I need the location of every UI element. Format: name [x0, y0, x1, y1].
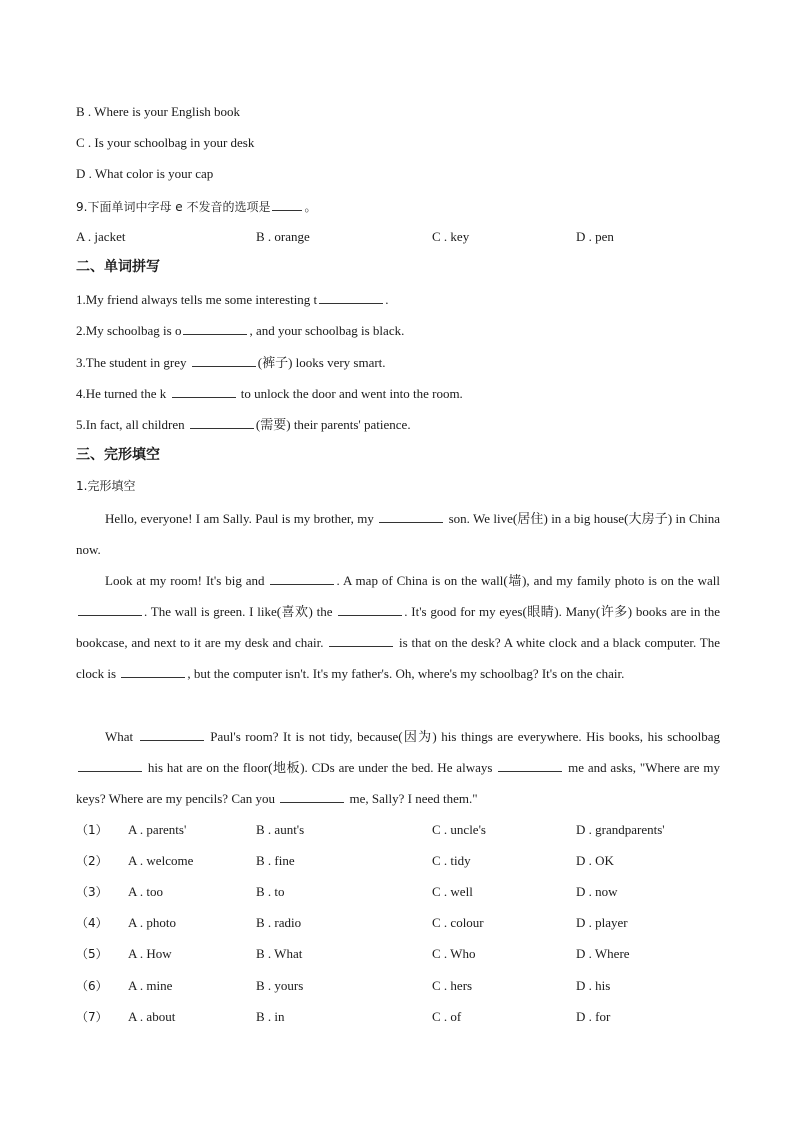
passage-text: Look at my room! It's big and — [105, 573, 265, 588]
blank-4 — [338, 601, 402, 616]
passage-text: his hat are on the floor(地板). CDs are under the bed. He always — [147, 760, 493, 775]
question-9-options — [76, 227, 736, 247]
blank-2 — [270, 570, 334, 585]
item-text-end: to unlock the door and went into the room. — [240, 386, 463, 401]
choice-option-d: D . for — [576, 1009, 611, 1024]
spelling-item-1 — [76, 289, 388, 310]
answer-blank — [272, 196, 302, 211]
choice-option-d: D . OK — [576, 853, 614, 868]
option-c: C . key — [432, 229, 470, 244]
choice-option-c: C . well — [432, 884, 473, 899]
choice-option-c: C . hers — [432, 978, 473, 993]
choice-option-d: D . player — [576, 915, 628, 930]
choice-option-b: B . to — [256, 884, 285, 899]
answer-blank — [172, 383, 236, 398]
option-b: B . orange — [256, 229, 310, 244]
passage-text: Paul's room? It is not tidy, because(因为) his things are everywhere. His books, his schoolbag — [210, 729, 721, 744]
item-text-end: (需要) their parents' patience. — [255, 417, 411, 432]
item-text: 2.My schoolbag is o — [76, 323, 182, 338]
section-3-title: 三、完形填空 — [76, 447, 160, 463]
choice-number: （3） — [76, 885, 108, 899]
choice-number: （1） — [76, 823, 108, 837]
passage-paragraph-1 — [76, 503, 720, 565]
choice-row-1 — [76, 820, 736, 840]
option-d-line: D . What color is your cap — [76, 166, 214, 181]
item-text-end: . — [385, 292, 389, 307]
passage-text: . It's good for my eyes(眼睛). Many(许多) books are in the bookcase, and next to it are my desk and chair. — [76, 604, 721, 650]
question-9-text: 9.下面单词中字母 e 不发音的选项是 — [76, 200, 271, 214]
passage-text: What — [105, 729, 134, 744]
choice-option-b: B . aunt's — [256, 822, 305, 837]
spelling-item-2 — [76, 320, 404, 341]
blank-7 — [140, 726, 204, 741]
passage-text: me, Sally? I need them." — [349, 791, 478, 806]
item-text: 5.In fact, all children — [76, 417, 185, 432]
answer-blank — [192, 352, 256, 367]
choice-option-b: B . in — [256, 1009, 285, 1024]
choice-number: （4） — [76, 916, 108, 930]
choice-option-d: D . his — [576, 978, 611, 993]
option-a: A . jacket — [76, 229, 126, 244]
choice-number: （5） — [76, 947, 108, 961]
section-3-subtitle: 1.完形填空 — [76, 479, 136, 493]
blank-6 — [121, 663, 185, 678]
blank-9 — [498, 757, 562, 772]
blank-8 — [78, 757, 142, 772]
passage-text: son. We live(居住) in a big house(大房子) in China now. — [76, 511, 721, 557]
answer-blank — [190, 414, 254, 429]
blank-1 — [379, 508, 443, 523]
spelling-item-4 — [76, 383, 463, 404]
option-b-line: B . Where is your English book — [76, 104, 241, 119]
choice-option-a: A . too — [128, 884, 164, 899]
item-text: 3.The student in grey — [76, 355, 187, 370]
passage-text: . The wall is green. I like(喜欢) the — [144, 604, 333, 619]
blank-5 — [329, 632, 393, 647]
choice-number: （2） — [76, 854, 108, 868]
choice-option-a: A . photo — [128, 915, 177, 930]
choice-option-c: C . tidy — [432, 853, 471, 868]
section-2-title: 二、单词拼写 — [76, 259, 160, 275]
item-text-end: , and your schoolbag is black. — [249, 323, 405, 338]
blank-10 — [280, 788, 344, 803]
choice-number: （7） — [76, 1010, 108, 1024]
item-text: 1.My friend always tells me some interesting t — [76, 292, 318, 307]
passage-paragraph-2 — [76, 565, 720, 689]
passage-text: . A map of China is on the wall(墙), and my family photo is on the wall — [336, 573, 720, 588]
passage-text: me and asks, "Where are my keys? Where are my pencils? Can you — [76, 760, 721, 806]
question-9-stem — [76, 196, 316, 217]
choice-option-a: A . welcome — [128, 853, 194, 868]
answer-blank — [183, 320, 247, 335]
option-c-line: C . Is your schoolbag in your desk — [76, 135, 255, 150]
choice-option-c: C . uncle's — [432, 822, 486, 837]
choice-row-5 — [76, 944, 736, 964]
choice-option-c: C . of — [432, 1009, 462, 1024]
choice-option-d: D . now — [576, 884, 618, 899]
choice-option-d: D . Where — [576, 946, 630, 961]
choice-option-a: A . mine — [128, 978, 173, 993]
item-text-end: (裤子) looks very smart. — [257, 355, 386, 370]
choice-option-b: B . yours — [256, 978, 304, 993]
choice-row-2 — [76, 851, 736, 871]
choice-row-7 — [76, 1007, 736, 1027]
choice-option-c: C . colour — [432, 915, 484, 930]
answer-blank — [319, 289, 383, 304]
question-9-end: 。 — [304, 200, 317, 214]
passage-text: , but the computer isn't. It's my father's. Oh, where's my schoolbag? It's on the chair. — [187, 666, 625, 681]
spelling-item-5 — [76, 414, 411, 435]
passage-paragraph-3 — [76, 721, 720, 814]
blank-3 — [78, 601, 142, 616]
choice-option-a: A . parents' — [128, 822, 187, 837]
item-text: 4.He turned the k — [76, 386, 167, 401]
choice-row-3 — [76, 882, 736, 902]
choice-option-a: A . about — [128, 1009, 176, 1024]
choice-row-4 — [76, 913, 736, 933]
choice-option-c: C . Who — [432, 946, 476, 961]
passage-text: Hello, everyone! I am Sally. Paul is my brother, my — [105, 511, 374, 526]
choice-option-d: D . grandparents' — [576, 822, 665, 837]
choice-option-b: B . radio — [256, 915, 302, 930]
option-d: D . pen — [576, 229, 614, 244]
choice-row-6 — [76, 976, 736, 996]
passage-text: is that on the desk? A white clock and a black computer. The clock is — [76, 635, 721, 681]
choice-option-a: A . How — [128, 946, 172, 961]
spelling-item-3 — [76, 352, 386, 373]
choice-number: （6） — [76, 979, 108, 993]
choice-option-b: B . fine — [256, 853, 295, 868]
choice-option-b: B . What — [256, 946, 303, 961]
